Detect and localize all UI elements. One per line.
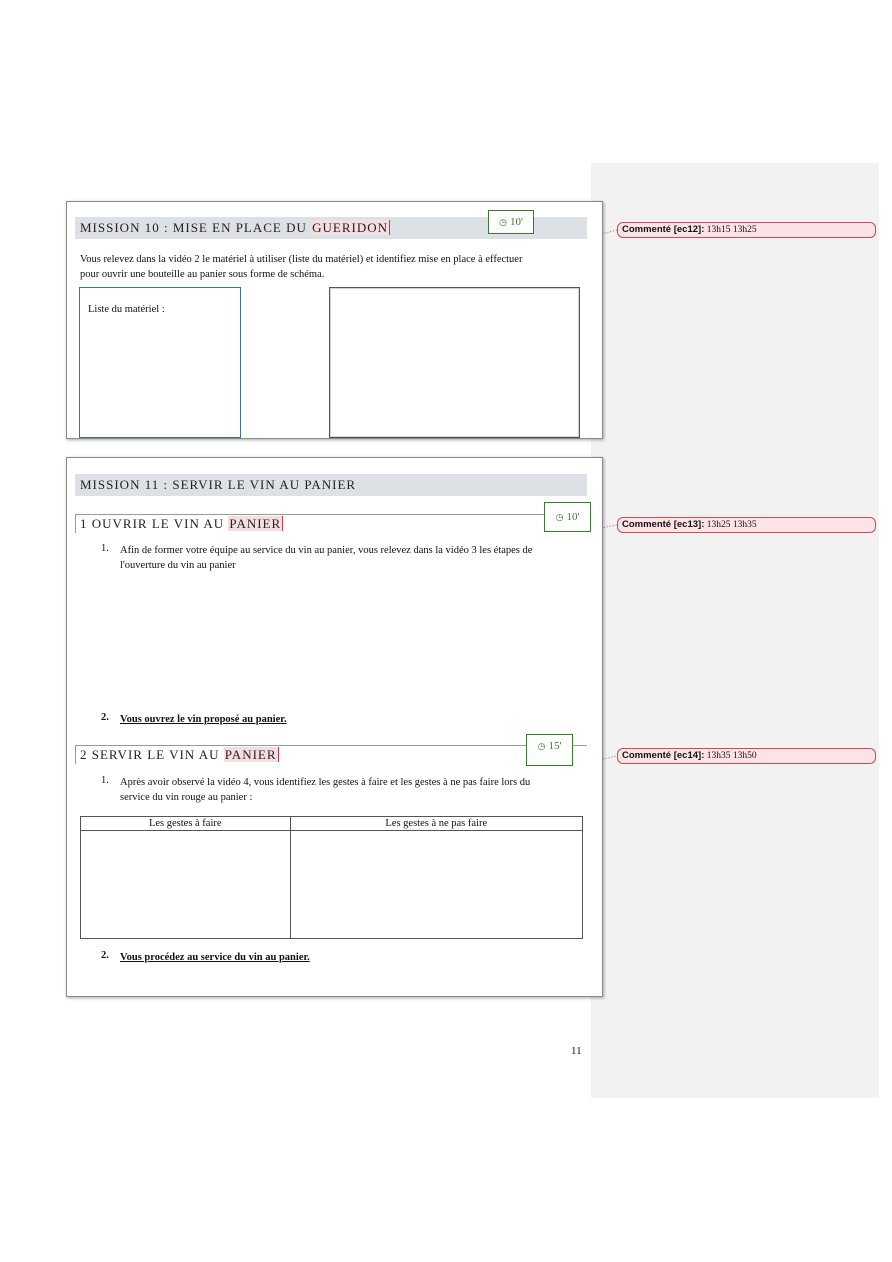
- material-list-box[interactable]: [79, 287, 241, 438]
- table-cell-dont[interactable]: [290, 831, 583, 939]
- section1-timer-value: 10': [566, 511, 580, 523]
- comment-text: 13h35 13h50: [706, 751, 757, 761]
- mission11-title: MISSION 11 : SERVIR LE VIN AU PANIER: [75, 474, 587, 496]
- comment-ec13[interactable]: [617, 517, 876, 533]
- comment-author: Commenté [ec12]:: [622, 224, 705, 235]
- section2-timer: [526, 734, 573, 766]
- section1-title-text: 1 OUVRIR LE VIN AU: [80, 516, 229, 531]
- table-row: [81, 831, 583, 939]
- section2-item2-number: 2.: [101, 950, 109, 961]
- section2-item2-text: Vous procédez au service du vin au panier.: [120, 952, 310, 963]
- comment-ec14[interactable]: [617, 748, 876, 764]
- table-cell-do[interactable]: [81, 831, 291, 939]
- comment-author: Commenté [ec14]:: [622, 750, 705, 761]
- section1-item1-number: 1.: [101, 543, 109, 554]
- section2-item1-line1: Après avoir observé la vidéo 4, vous identifiez les gestes à faire et les gestes à ne pas faire lors du: [120, 777, 531, 788]
- comment-ec12[interactable]: [617, 222, 876, 238]
- mission10-intro-line1: Vous relevez dans la vidéo 2 le matériel à utiliser (liste du matériel) et identifiez mise en place à effectuer: [80, 254, 523, 265]
- clock-icon: ◷: [537, 741, 546, 751]
- mission10-title-text: MISSION 10 : MISE EN PLACE DU: [80, 220, 312, 235]
- section1-item1-text: [120, 543, 585, 573]
- section2-title: [75, 746, 279, 764]
- section1-item2-number: 2.: [101, 712, 109, 723]
- section1-title: [75, 515, 283, 533]
- mission10-intro: [80, 252, 585, 282]
- mission10-timer-value: 10': [509, 216, 523, 228]
- section1-item1-line1: Afin de former votre équipe au service du vin au panier, vous relevez dans la vidéo 3 les étapes de: [120, 545, 533, 556]
- section2-item1-line2: service du vin rouge au panier :: [120, 792, 253, 803]
- section1-timer: [544, 502, 591, 532]
- comment-text: 13h15 13h25: [706, 225, 757, 235]
- section1-title-highlight: PANIER: [229, 516, 282, 531]
- section2-title-highlight: PANIER: [224, 747, 277, 762]
- gestes-table: [80, 816, 583, 939]
- table-header-dont: Les gestes à ne pas faire: [290, 817, 583, 831]
- section2-timer-value: 15': [548, 740, 562, 752]
- section2-item1-number: 1.: [101, 775, 109, 786]
- table-header-do: Les gestes à faire: [81, 817, 291, 831]
- table-header-row: [81, 817, 583, 831]
- comment-text: 13h25 13h35: [706, 520, 757, 530]
- page-number: 11: [571, 1045, 582, 1057]
- material-list-label: Liste du matériel :: [88, 304, 165, 315]
- comment-author: Commenté [ec13]:: [622, 519, 705, 530]
- mission10-title-highlight: GUERIDON: [312, 220, 389, 235]
- section2-item1-text: [120, 775, 585, 805]
- clock-icon: ◷: [555, 512, 564, 522]
- section2-title-text: 2 SERVIR LE VIN AU: [80, 747, 224, 762]
- mission10-intro-line2: pour ouvrir une bouteille au panier sous forme de schéma.: [80, 269, 325, 280]
- section1-item2-text: Vous ouvrez le vin proposé au panier.: [120, 714, 287, 725]
- clock-icon: ◷: [499, 217, 507, 227]
- mission10-timer: [488, 210, 534, 234]
- section1-item1-line2: l'ouverture du vin au panier: [120, 560, 236, 571]
- schema-box[interactable]: [329, 287, 580, 438]
